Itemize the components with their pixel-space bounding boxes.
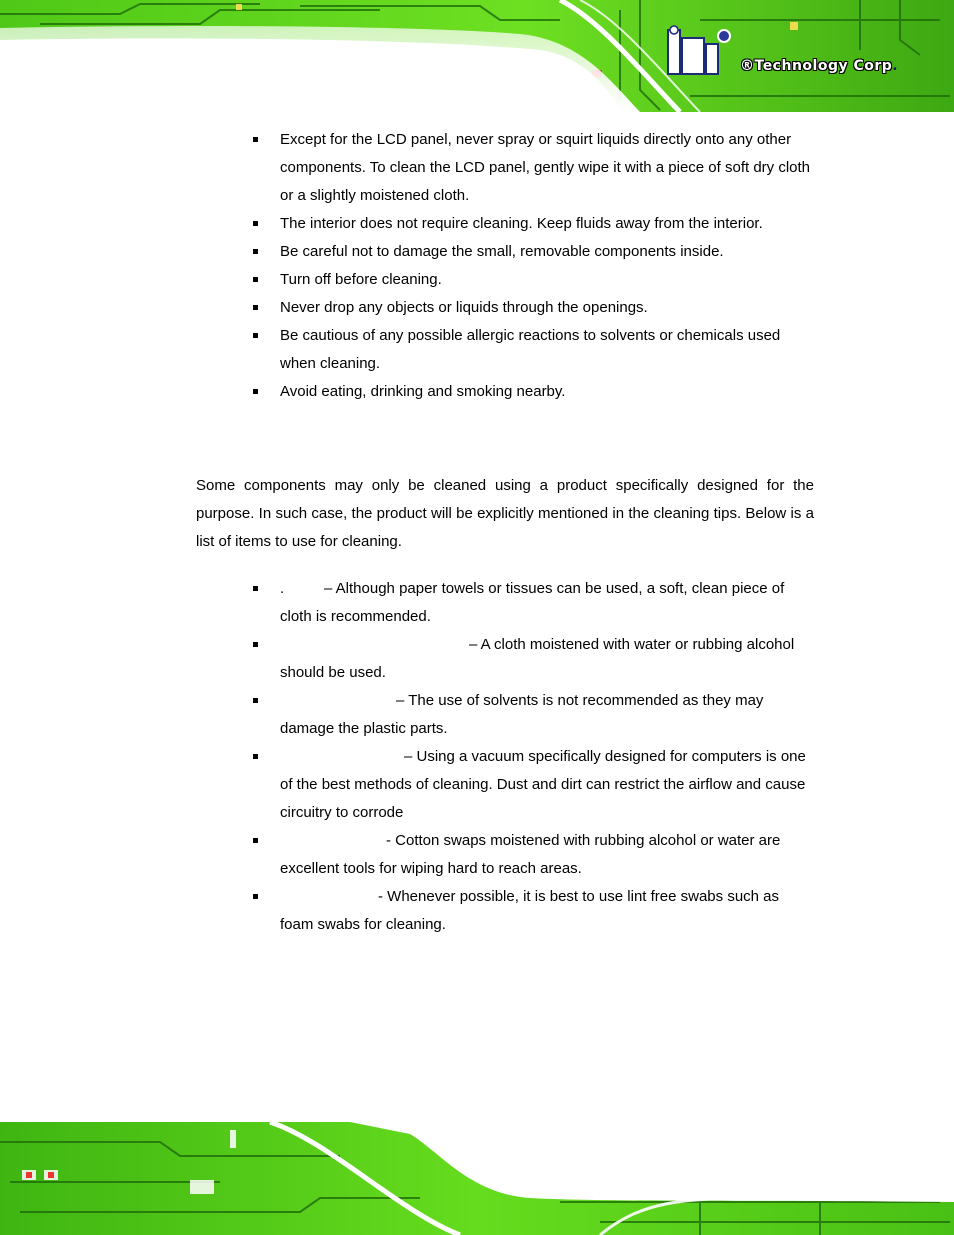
list-item — [252, 631, 812, 687]
tool-description: – A cloth moistened with water or rubbing alcohol should be used. — [280, 636, 795, 681]
tool-description: – Although paper towels or tissues can be used, a soft, clean piece of cloth is recommended. — [280, 580, 785, 625]
tool-description: - Whenever possible, it is best to use lint free swabs such as foam swabs for cleaning. — [280, 888, 780, 933]
list-item: Be careful not to damage the small, removable components inside. — [252, 238, 812, 266]
footer-banner — [0, 1122, 954, 1235]
cleaning-precautions-list — [252, 126, 812, 406]
brand-dot: . — [892, 58, 899, 74]
header-banner — [0, 0, 954, 112]
brand-suffix: ®Technology Corp — [740, 58, 893, 74]
list-item: Avoid eating, drinking and smoking nearby. — [252, 378, 812, 406]
list-item — [252, 575, 812, 631]
list-item — [252, 743, 812, 827]
list-item — [252, 687, 812, 743]
tool-description: – Using a vacuum specifically designed for computers is one of the best methods of cleaning. Dust and dirt can restrict the airflow and cause circuitry to corrode — [280, 748, 806, 821]
cleaning-tools-list — [252, 575, 812, 939]
list-item — [252, 883, 812, 939]
list-item: The interior does not require cleaning. Keep fluids away from the interior. — [252, 210, 812, 238]
list-item: Be cautious of any possible allergic reactions to solvents or chemicals used when cleaning. — [252, 322, 812, 378]
list-item — [252, 827, 812, 883]
list-item: Never drop any objects or liquids through the openings. — [252, 294, 812, 322]
tool-prefix: . — [280, 580, 285, 597]
list-item: Except for the LCD panel, never spray or squirt liquids directly onto any other components. To clean the LCD panel, gently wipe it with a piece of soft dry cloth or a slightly moistened cloth. — [252, 126, 812, 210]
tool-description: – The use of solvents is not recommended as they may damage the plastic parts. — [280, 692, 764, 737]
brand-name — [740, 58, 898, 74]
cleaning-tools-intro: Some components may only be cleaned using a product specifically designed for the purpose. In such case, the product will be explicitly mentioned in the cleaning tips. Below is a list of items to use for cleaning. — [196, 477, 814, 550]
tool-description: - Cotton swaps moistened with rubbing alcohol or water are excellent tools for wiping hard to reach areas. — [280, 832, 781, 877]
list-item: Turn off before cleaning. — [252, 266, 812, 294]
